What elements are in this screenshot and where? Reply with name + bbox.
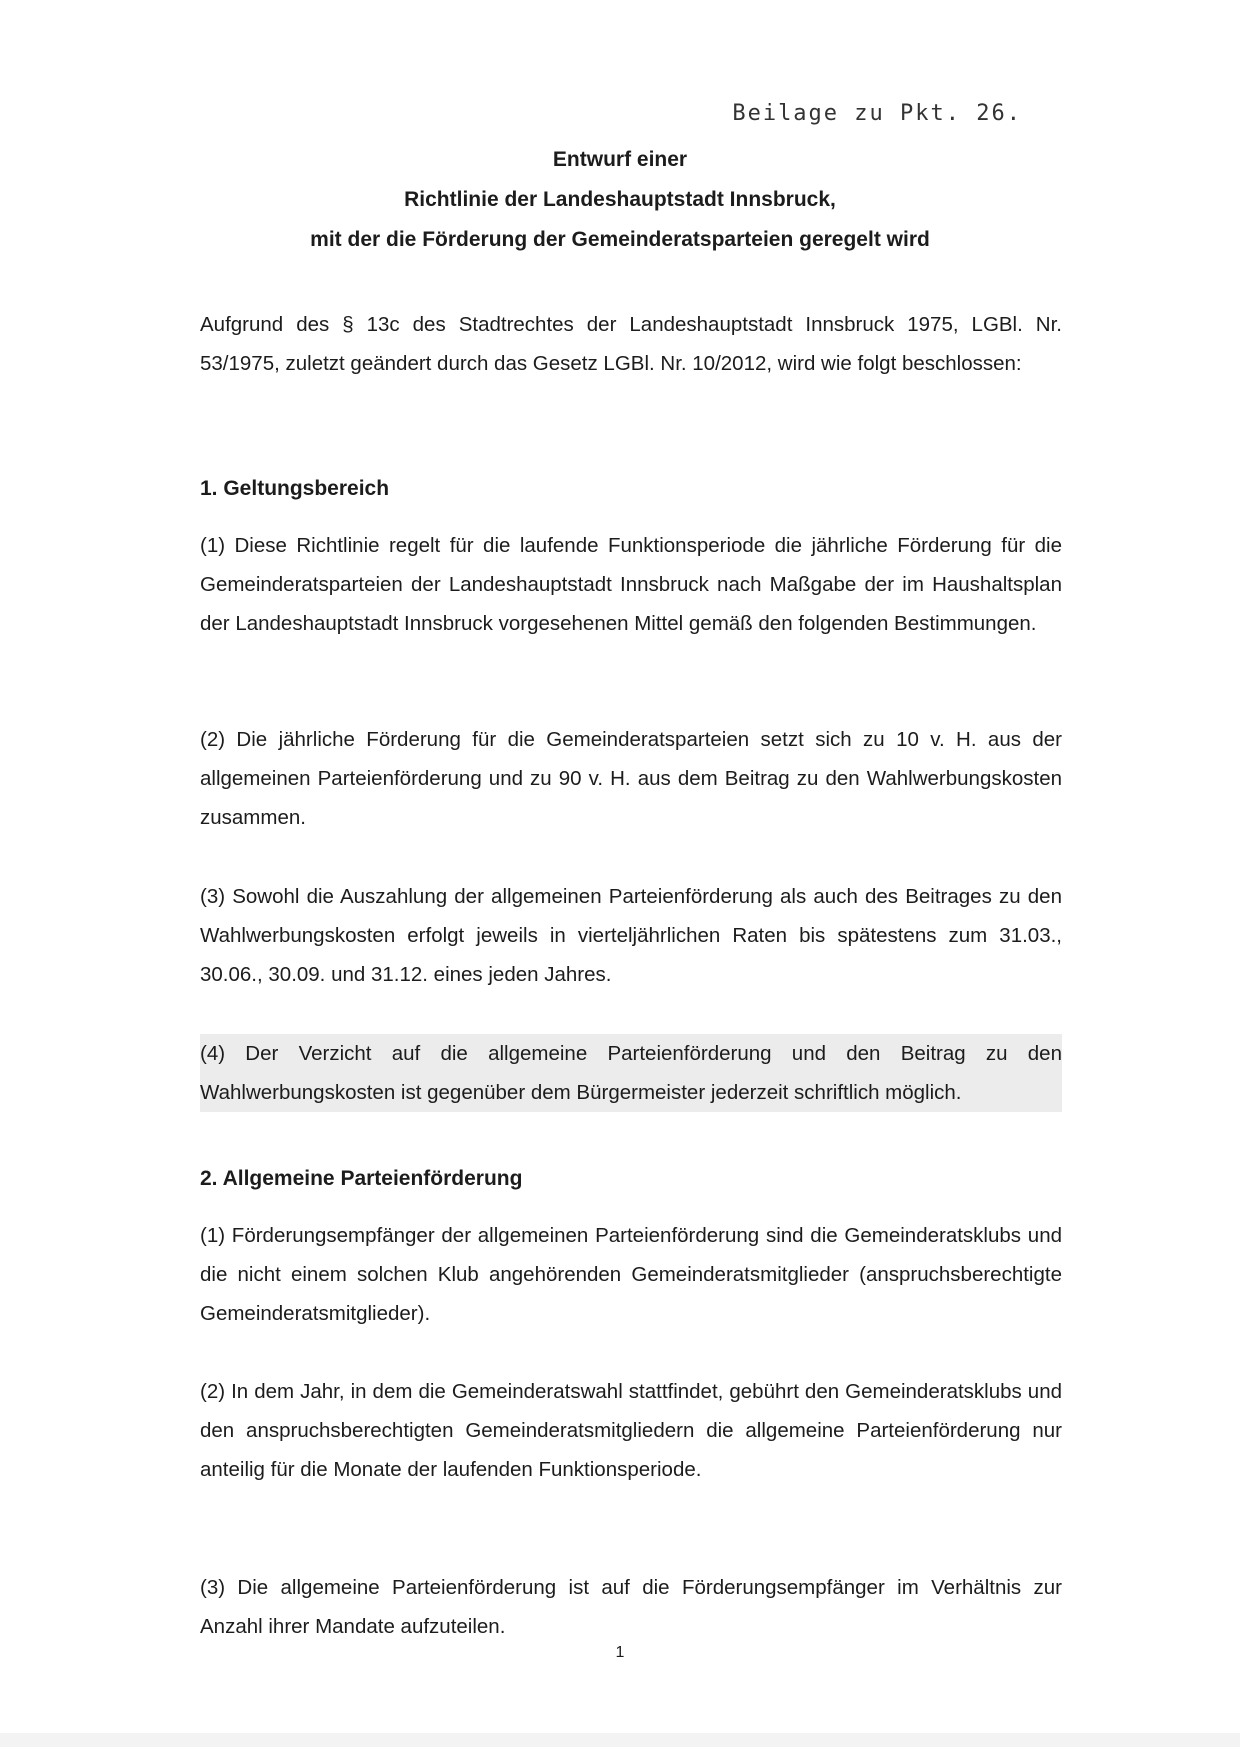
section-2-heading: 2. Allgemeine Parteienförderung xyxy=(200,1167,523,1190)
preamble: Aufgrund des § 13c des Stadtrechtes der Landeshauptstadt Innsbruck 1975, LGBl. Nr. 53/1975, zuletzt geändert durch das Gesetz LGBl. Nr. 10/2012, wird wie folgt beschlossen: xyxy=(200,313,1062,375)
document-title xyxy=(0,140,1240,260)
section-1-heading: 1. Geltungsbereich xyxy=(200,477,390,500)
section-1-paragraph-1: (1) Diese Richtlinie regelt für die laufende Funktionsperiode die jährliche Förderung für die Gemeinderatsparteien der Landeshauptstadt Innsbruck nach Maßgabe der im Haushaltsplan der Landeshauptstadt Innsbruck vorgesehenen Mittel gemäß den folgenden Bestimmungen. xyxy=(200,534,1062,635)
scan-edge xyxy=(0,1733,1240,1747)
section-2-paragraph-3: (3) Die allgemeine Parteienförderung ist auf die Förderungsempfänger im Verhältnis zur Anzahl ihrer Mandate aufzuteilen. xyxy=(200,1576,1062,1638)
section-1-paragraph-2: (2) Die jährliche Förderung für die Gemeinderatsparteien setzt sich zu 10 v. H. aus der allgemeinen Parteienförderung und zu 90 v. H. aus dem Beitrag zu den Wahlwerbungskosten zusammen. xyxy=(200,728,1062,829)
section-1-paragraph-4: (4) Der Verzicht auf die allgemeine Parteienförderung und den Beitrag zu den Wahlwerbungskosten ist gegenüber dem Bürgermeister jederzeit schriftlich möglich. xyxy=(200,1034,1062,1112)
title-line-1: Entwurf einer xyxy=(552,148,688,171)
section-2-paragraph-2: (2) In dem Jahr, in dem die Gemeinderatswahl stattfindet, gebührt den Gemeinderatsklubs und den anspruchsberechtigten Gemeinderatsmitgliedern die allgemeine Parteienförderung nur anteilig für die Monate der laufenden Funktionsperiode. xyxy=(200,1380,1062,1481)
attachment-stamp: Beilage zu Pkt. 26. xyxy=(732,101,1022,126)
section-1-paragraph-3: (3) Sowohl die Auszahlung der allgemeinen Parteienförderung als auch des Beitrages zu den Wahlwerbungskosten erfolgt jeweils in vierteljährlichen Raten bis spätestens zum 31.03., 30.06., 30.09. und 31.12. eines jeden Jahres. xyxy=(200,885,1062,986)
section-2-paragraph-1: (1) Förderungsempfänger der allgemeinen Parteienförderung sind die Gemeinderatsklubs und die nicht einem solchen Klub angehörenden Gemeinderatsmitglieder (anspruchsberechtigte Gemeinderatsmitglieder). xyxy=(200,1224,1062,1325)
page-number: 1 xyxy=(615,1644,625,1661)
title-line-2: Richtlinie der Landeshauptstadt Innsbruck, xyxy=(404,188,836,211)
title-line-3: mit der die Förderung der Gemeinderatsparteien geregelt wird xyxy=(310,228,930,251)
